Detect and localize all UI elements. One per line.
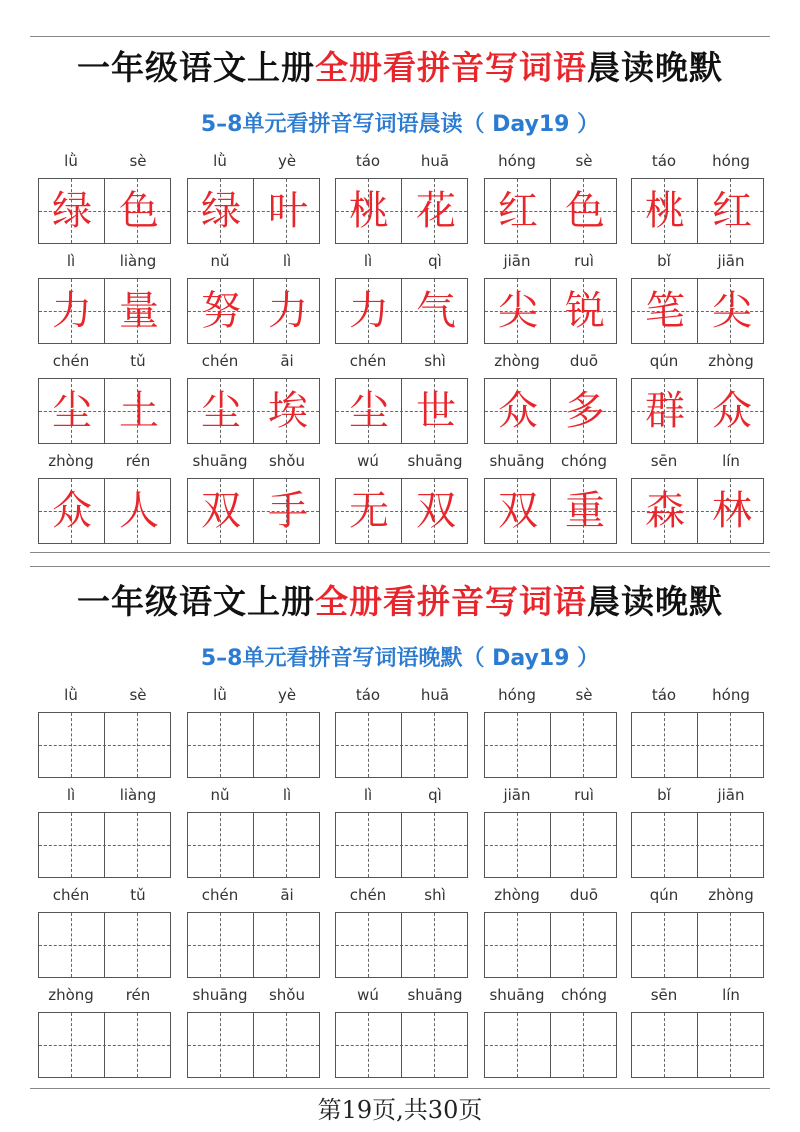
word-row: [38, 882, 764, 982]
grid-guide-line: [286, 913, 287, 977]
word-item: [484, 682, 617, 782]
hanzi-character: 努: [201, 288, 241, 334]
tianzige-writing-box[interactable]: [187, 812, 320, 878]
grid-guide-line: [517, 713, 518, 777]
tianzige-box: [631, 378, 764, 444]
grid-guide-line: [220, 913, 221, 977]
tianzige-box: [38, 278, 171, 344]
tianzige-box: [187, 278, 320, 344]
hanzi-character: 手: [268, 488, 308, 534]
hanzi-character: 色: [119, 188, 159, 234]
hanzi-character: 土: [119, 388, 159, 434]
hanzi-character: 人: [119, 488, 159, 534]
word-item: [38, 882, 171, 982]
grid-guide-line: [632, 745, 763, 746]
section-subtitle: 5–8单元看拼音写词语晨读（ Day19 ）: [200, 112, 600, 137]
grid-guide-line: [632, 945, 763, 946]
word-item: [335, 982, 468, 1082]
pinyin-label: zhòng: [708, 352, 754, 370]
grid-guide-line: [368, 813, 369, 877]
grid-guide-line: [368, 913, 369, 977]
pinyin-label: chóng: [561, 986, 607, 1004]
pinyin-label: hóng: [498, 152, 536, 170]
pinyin-label: lǜ: [213, 152, 227, 170]
tianzige-box: [38, 378, 171, 444]
pinyin-label: jiān: [503, 786, 531, 804]
tianzige-box: [484, 378, 617, 444]
hanzi-character: 叶: [268, 188, 308, 234]
tianzige-box: [335, 278, 468, 344]
hanzi-character: 锐: [565, 288, 605, 334]
grid-guide-line: [517, 1013, 518, 1077]
evening-dictation-section: [0, 566, 800, 1086]
word-row: [38, 348, 764, 448]
pinyin-label: duō: [569, 352, 599, 370]
grid-guide-line: [188, 745, 319, 746]
word-item: [335, 882, 468, 982]
grid-guide-line: [517, 813, 518, 877]
word-item: [631, 782, 764, 882]
title-part-2: 全册看拼音写词语: [315, 582, 587, 621]
word-item: [631, 982, 764, 1082]
word-item: [187, 248, 320, 348]
section-divider: [30, 552, 770, 553]
word-item: [38, 348, 171, 448]
word-item: [335, 448, 468, 548]
tianzige-writing-box[interactable]: [38, 712, 171, 778]
hanzi-character: 绿: [52, 188, 92, 234]
pinyin-label: wú: [357, 986, 379, 1004]
tianzige-writing-box[interactable]: [484, 712, 617, 778]
tianzige-box: [335, 378, 468, 444]
pinyin-label: duō: [569, 886, 599, 904]
morning-reading-section: [0, 0, 800, 560]
pinyin-label: liàng: [119, 252, 157, 270]
grid-guide-line: [39, 845, 170, 846]
hanzi-character: 量: [119, 288, 159, 334]
title-part-1: 一年级语文上册: [77, 582, 315, 621]
hanzi-character: 红: [712, 188, 752, 234]
grid-guide-line: [336, 745, 467, 746]
pinyin-label: lín: [722, 452, 740, 470]
word-item: [484, 248, 617, 348]
hanzi-character: 力: [349, 288, 389, 334]
footer-divider: [30, 1088, 770, 1089]
tianzige-box: [187, 478, 320, 544]
pinyin-label: yè: [277, 152, 297, 170]
word-item: [631, 348, 764, 448]
grid-guide-line: [286, 713, 287, 777]
word-item: [484, 148, 617, 248]
grid-guide-line: [336, 945, 467, 946]
tianzige-writing-box[interactable]: [38, 1012, 171, 1078]
pinyin-label: sēn: [650, 452, 678, 470]
word-item: [484, 782, 617, 882]
hanzi-character: 双: [416, 488, 456, 534]
word-item: [631, 682, 764, 782]
pinyin-label: jiān: [503, 252, 531, 270]
grid-guide-line: [286, 813, 287, 877]
pinyin-label: ruì: [574, 786, 594, 804]
word-item: [631, 882, 764, 982]
word-item: [484, 882, 617, 982]
tianzige-box: [335, 178, 468, 244]
grid-guide-line: [336, 1045, 467, 1046]
pinyin-label: jiān: [717, 252, 745, 270]
pinyin-label: shǒu: [268, 452, 305, 470]
word-row: [38, 248, 764, 348]
grid-guide-line: [517, 913, 518, 977]
word-row: [38, 782, 764, 882]
tianzige-box: [631, 178, 764, 244]
pinyin-label: rén: [125, 452, 151, 470]
tianzige-writing-box[interactable]: [631, 812, 764, 878]
grid-guide-line: [485, 745, 616, 746]
tianzige-box: [38, 178, 171, 244]
pinyin-label: shuāng: [489, 452, 545, 470]
hanzi-character: 尘: [349, 388, 389, 434]
word-item: [335, 782, 468, 882]
hanzi-character: 尘: [201, 388, 241, 434]
title-part-3: 晨读晚默: [587, 48, 723, 87]
grid-guide-line: [188, 945, 319, 946]
grid-guide-line: [39, 945, 170, 946]
hanzi-character: 多: [565, 388, 605, 434]
pinyin-label: lì: [66, 786, 76, 804]
hanzi-character: 众: [52, 488, 92, 534]
grid-guide-line: [71, 813, 72, 877]
pinyin-label: āi: [280, 886, 294, 904]
tianzige-box: [187, 378, 320, 444]
pinyin-label: chén: [52, 886, 90, 904]
page-title: [0, 580, 800, 624]
hanzi-character: 尖: [498, 288, 538, 334]
pinyin-label: shǒu: [268, 986, 305, 1004]
grid-guide-line: [137, 1013, 138, 1077]
pinyin-label: zhòng: [494, 886, 540, 904]
pinyin-label: sè: [575, 152, 593, 170]
grid-guide-line: [434, 813, 435, 877]
tianzige-box: [484, 178, 617, 244]
word-row: [38, 682, 764, 782]
pinyin-label: shì: [424, 886, 446, 904]
hanzi-character: 绿: [201, 188, 241, 234]
word-item: [187, 148, 320, 248]
word-item: [38, 448, 171, 548]
grid-guide-line: [137, 813, 138, 877]
pinyin-label: āi: [280, 352, 294, 370]
hanzi-character: 埃: [268, 388, 308, 434]
tianzige-writing-box[interactable]: [38, 912, 171, 978]
pinyin-label: jiān: [717, 786, 745, 804]
word-item: [38, 248, 171, 348]
tianzige-writing-box[interactable]: [187, 712, 320, 778]
word-item: [187, 982, 320, 1082]
dictation-grid: [38, 682, 764, 1082]
word-item: [38, 682, 171, 782]
word-item: [38, 782, 171, 882]
word-item: [631, 448, 764, 548]
grid-guide-line: [368, 713, 369, 777]
pinyin-label: chóng: [561, 452, 607, 470]
word-item: [484, 348, 617, 448]
reading-grid: [38, 148, 764, 548]
word-item: [187, 882, 320, 982]
top-divider: [30, 36, 770, 37]
grid-guide-line: [485, 1045, 616, 1046]
grid-guide-line: [39, 1045, 170, 1046]
word-item: [631, 248, 764, 348]
pinyin-label: chén: [349, 352, 387, 370]
grid-guide-line: [485, 845, 616, 846]
tianzige-writing-box[interactable]: [187, 912, 320, 978]
hanzi-character: 世: [416, 388, 456, 434]
pinyin-label: tǔ: [130, 886, 146, 904]
pinyin-label: liàng: [119, 786, 157, 804]
pinyin-label: chén: [201, 886, 239, 904]
hanzi-character: 众: [498, 388, 538, 434]
hanzi-character: 林: [712, 488, 752, 534]
grid-guide-line: [485, 945, 616, 946]
hanzi-character: 众: [712, 388, 752, 434]
grid-guide-line: [730, 913, 731, 977]
tianzige-writing-box[interactable]: [631, 712, 764, 778]
grid-guide-line: [730, 713, 731, 777]
title-part-1: 一年级语文上册: [77, 48, 315, 87]
pinyin-label: lì: [282, 252, 292, 270]
hanzi-character: 尘: [52, 388, 92, 434]
pinyin-label: lì: [66, 252, 76, 270]
hanzi-character: 无: [349, 488, 389, 534]
hanzi-character: 力: [52, 288, 92, 334]
pinyin-label: lì: [363, 252, 373, 270]
word-item: [631, 148, 764, 248]
pinyin-label: shuāng: [407, 986, 463, 1004]
tianzige-writing-box[interactable]: [484, 1012, 617, 1078]
pinyin-label: ruì: [574, 252, 594, 270]
hanzi-character: 桃: [645, 188, 685, 234]
pinyin-label: huā: [420, 152, 450, 170]
grid-guide-line: [434, 1013, 435, 1077]
word-row: [38, 982, 764, 1082]
pinyin-label: bǐ: [657, 252, 671, 270]
pinyin-label: hóng: [712, 152, 750, 170]
grid-guide-line: [730, 1013, 731, 1077]
grid-guide-line: [664, 913, 665, 977]
hanzi-character: 双: [498, 488, 538, 534]
pinyin-label: lì: [363, 786, 373, 804]
grid-guide-line: [71, 1013, 72, 1077]
pinyin-label: rén: [125, 986, 151, 1004]
grid-guide-line: [664, 813, 665, 877]
grid-guide-line: [188, 845, 319, 846]
pinyin-label: chén: [349, 886, 387, 904]
grid-guide-line: [71, 913, 72, 977]
hanzi-character: 力: [268, 288, 308, 334]
tianzige-writing-box[interactable]: [335, 812, 468, 878]
pinyin-label: lì: [282, 786, 292, 804]
tianzige-writing-box[interactable]: [335, 712, 468, 778]
pinyin-label: lǜ: [64, 686, 78, 704]
word-row: [38, 448, 764, 548]
pinyin-label: shì: [424, 352, 446, 370]
word-item: [187, 682, 320, 782]
hanzi-character: 桃: [349, 188, 389, 234]
page-title: [0, 46, 800, 90]
tianzige-writing-box[interactable]: [335, 912, 468, 978]
pinyin-label: yè: [277, 686, 297, 704]
hanzi-character: 群: [645, 388, 685, 434]
section-subtitle: 5–8单元看拼音写词语晚默（ Day19 ）: [200, 646, 600, 671]
grid-guide-line: [583, 913, 584, 977]
word-item: [335, 348, 468, 448]
grid-guide-line: [220, 1013, 221, 1077]
word-item: [484, 448, 617, 548]
word-item: [187, 782, 320, 882]
grid-guide-line: [664, 713, 665, 777]
pinyin-label: lǜ: [213, 686, 227, 704]
tianzige-writing-box[interactable]: [484, 812, 617, 878]
pinyin-label: nǔ: [210, 786, 230, 804]
tianzige-box: [631, 478, 764, 544]
grid-guide-line: [336, 845, 467, 846]
tianzige-writing-box[interactable]: [38, 812, 171, 878]
grid-guide-line: [434, 913, 435, 977]
tianzige-box: [631, 278, 764, 344]
grid-guide-line: [137, 913, 138, 977]
grid-guide-line: [632, 1045, 763, 1046]
tianzige-box: [484, 278, 617, 344]
word-item: [335, 148, 468, 248]
pinyin-label: táo: [355, 686, 381, 704]
pinyin-label: sè: [575, 686, 593, 704]
grid-guide-line: [286, 1013, 287, 1077]
tianzige-writing-box[interactable]: [631, 912, 764, 978]
word-item: [335, 682, 468, 782]
grid-guide-line: [188, 1045, 319, 1046]
pinyin-label: tǔ: [130, 352, 146, 370]
word-row: [38, 148, 764, 248]
pinyin-label: hóng: [712, 686, 750, 704]
grid-guide-line: [220, 813, 221, 877]
grid-guide-line: [434, 713, 435, 777]
pinyin-label: sēn: [650, 986, 678, 1004]
tianzige-box: [484, 478, 617, 544]
pinyin-label: zhòng: [708, 886, 754, 904]
pinyin-label: lǜ: [64, 152, 78, 170]
grid-guide-line: [71, 713, 72, 777]
pinyin-label: bǐ: [657, 786, 671, 804]
grid-guide-line: [137, 713, 138, 777]
pinyin-label: táo: [651, 686, 677, 704]
hanzi-character: 重: [565, 488, 605, 534]
tianzige-box: [335, 478, 468, 544]
tianzige-writing-box[interactable]: [484, 912, 617, 978]
hanzi-character: 气: [416, 288, 456, 334]
tianzige-writing-box[interactable]: [187, 1012, 320, 1078]
pinyin-label: zhòng: [48, 452, 94, 470]
pinyin-label: sè: [129, 152, 147, 170]
tianzige-writing-box[interactable]: [335, 1012, 468, 1078]
word-item: [187, 348, 320, 448]
pinyin-label: qún: [649, 886, 679, 904]
pinyin-label: zhòng: [494, 352, 540, 370]
pinyin-label: shuāng: [489, 986, 545, 1004]
page-number: 第19页,共30页: [317, 1096, 483, 1124]
hanzi-character: 双: [201, 488, 241, 534]
pinyin-label: wú: [357, 452, 379, 470]
tianzige-box: [187, 178, 320, 244]
pinyin-label: shuāng: [192, 986, 248, 1004]
grid-guide-line: [220, 713, 221, 777]
word-item: [38, 982, 171, 1082]
hanzi-character: 色: [565, 188, 605, 234]
pinyin-label: táo: [355, 152, 381, 170]
title-part-2: 全册看拼音写词语: [315, 48, 587, 87]
hanzi-character: 笔: [645, 288, 685, 334]
pinyin-label: hóng: [498, 686, 536, 704]
word-item: [187, 448, 320, 548]
pinyin-label: lín: [722, 986, 740, 1004]
pinyin-label: qì: [428, 252, 442, 270]
section-top-divider: [30, 566, 770, 567]
hanzi-character: 花: [416, 188, 456, 234]
pinyin-label: shuāng: [192, 452, 248, 470]
pinyin-label: qún: [649, 352, 679, 370]
title-part-3: 晨读晚默: [587, 582, 723, 621]
pinyin-label: sè: [129, 686, 147, 704]
hanzi-character: 森: [645, 488, 685, 534]
pinyin-label: zhòng: [48, 986, 94, 1004]
grid-guide-line: [583, 713, 584, 777]
grid-guide-line: [664, 1013, 665, 1077]
word-item: [38, 148, 171, 248]
pinyin-label: nǔ: [210, 252, 230, 270]
pinyin-label: huā: [420, 686, 450, 704]
hanzi-character: 红: [498, 188, 538, 234]
pinyin-label: táo: [651, 152, 677, 170]
grid-guide-line: [39, 745, 170, 746]
tianzige-box: [38, 478, 171, 544]
word-item: [484, 982, 617, 1082]
pinyin-label: chén: [201, 352, 239, 370]
grid-guide-line: [368, 1013, 369, 1077]
tianzige-writing-box[interactable]: [631, 1012, 764, 1078]
hanzi-character: 尖: [712, 288, 752, 334]
grid-guide-line: [632, 845, 763, 846]
grid-guide-line: [730, 813, 731, 877]
pinyin-label: shuāng: [407, 452, 463, 470]
pinyin-label: chén: [52, 352, 90, 370]
grid-guide-line: [583, 813, 584, 877]
pinyin-label: qì: [428, 786, 442, 804]
word-item: [335, 248, 468, 348]
grid-guide-line: [583, 1013, 584, 1077]
